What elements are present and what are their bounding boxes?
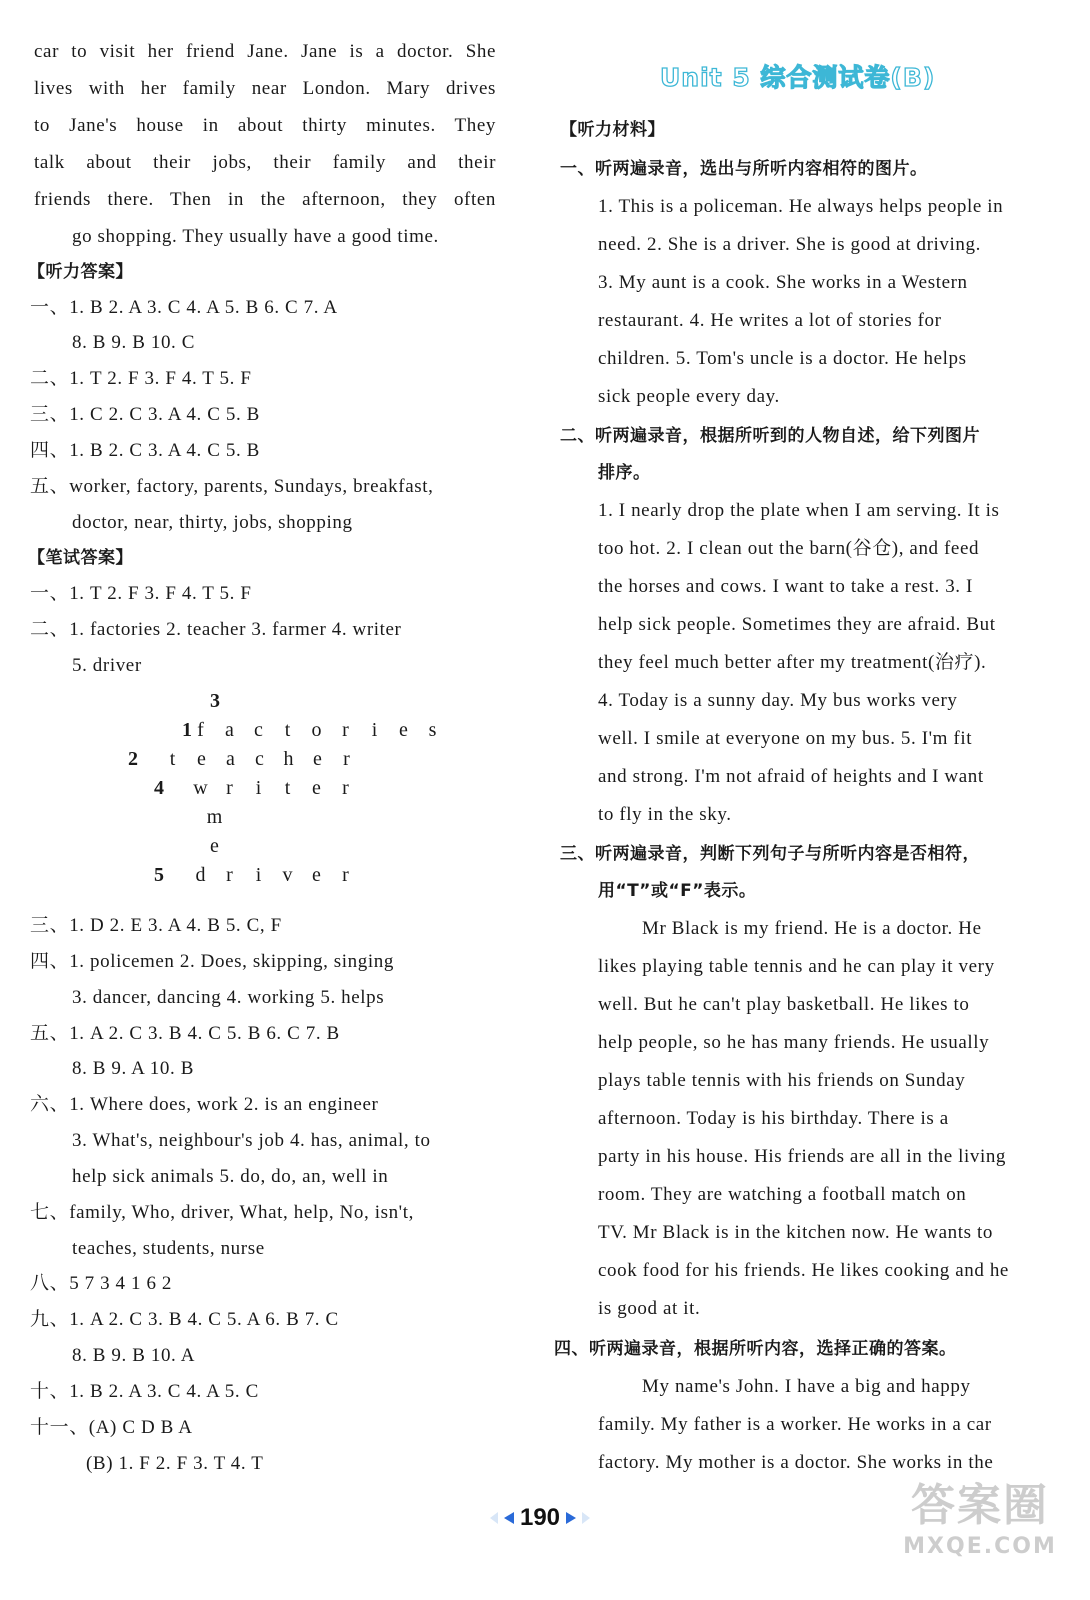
material-line: 1. I nearly drop the plate when I am serving. It is [598, 500, 1000, 521]
written-answers-heading: 【笔试答案】 [28, 548, 133, 568]
page-number-bar [470, 1500, 610, 1536]
answer-line: 5. driver [72, 655, 142, 676]
answer-line: 八、5 7 3 4 1 6 2 [30, 1273, 172, 1294]
answer-line: 三、1. C 2. C 3. A 4. C 5. B [30, 404, 260, 425]
answer-line: teaches, students, nurse [72, 1238, 265, 1259]
material-line: they feel much better after my treatment(治疗). [598, 652, 987, 673]
crossword-letter: i [255, 777, 262, 799]
answer-line: 四、1. B 2. C 3. A 4. C 5. B [30, 440, 260, 461]
material-line: My name's John. I have a big and happy [642, 1376, 971, 1397]
next-decor-icon [582, 1512, 590, 1524]
crossword-letter: r [342, 864, 349, 886]
answer-line: 五、1. A 2. C 3. B 4. C 5. B 6. C 7. B [30, 1023, 340, 1044]
crossword-puzzle [34, 690, 494, 900]
crossword-letter: i [255, 864, 262, 886]
material-line: afternoon. Today is his birthday. There is a [598, 1108, 949, 1129]
material-line: too hot. 2. I clean out the barn(谷仓), and feed [598, 538, 980, 559]
crossword-letter: f [197, 719, 204, 741]
material-line: room. They are watching a football match on [598, 1184, 967, 1205]
crossword-letter: a [226, 748, 235, 770]
material-line: well. I smile at everyone on my bus. 5. I'm fit [598, 728, 973, 749]
crossword-letter: r [342, 777, 349, 799]
crossword-clue-number: 5 [154, 864, 164, 886]
crossword-letter: c [255, 748, 264, 770]
answer-line: 二、1. T 2. F 3. F 4. T 5. F [30, 368, 252, 389]
material-line: plays table tennis with his friends on Sunday [598, 1070, 966, 1091]
crossword-letter: o [311, 719, 322, 741]
crossword-letter: r [342, 719, 349, 741]
section-heading: 四、听两遍录音，根据所听内容，选择正确的答案。 [554, 1339, 957, 1359]
crossword-letter: e [210, 835, 219, 857]
crossword-clue-number: 4 [154, 777, 164, 799]
listening-material-heading: 【听力材料】 [560, 120, 665, 140]
answer-line: 三、1. D 2. E 3. A 4. B 5. C, F [30, 915, 282, 936]
answer-line: doctor, near, thirty, jobs, shopping [72, 512, 353, 533]
crossword-clue-number: 1 [182, 719, 192, 741]
page-number: 190 [519, 1504, 561, 1531]
material-line: factory. My mother is a doctor. She works in the [598, 1452, 994, 1473]
answer-line: (B) 1. F 2. F 3. T 4. T [86, 1453, 264, 1474]
passage-line: lives with her family near London. Mary drives [34, 78, 496, 99]
material-line: well. But he can't play basketball. He likes to [598, 994, 970, 1015]
section-heading-cont: 排序。 [598, 463, 651, 483]
crossword-letter: s [428, 719, 437, 741]
crossword-letter: h [283, 748, 294, 770]
material-line: need. 2. She is a driver. She is good at driving. [598, 234, 981, 255]
material-line: sick people every day. [598, 386, 780, 407]
section-heading: 一、听两遍录音，选出与所听内容相符的图片。 [560, 159, 928, 179]
crossword-letter: c [254, 719, 263, 741]
material-line: children. 5. Tom's uncle is a doctor. He helps [598, 348, 967, 369]
answer-line: 九、1. A 2. C 3. B 4. C 5. A 6. B 7. C [30, 1309, 339, 1330]
material-line: party in his house. His friends are all in the living [598, 1146, 1007, 1167]
crossword-letter: r [343, 748, 350, 770]
arrow-left-icon [504, 1512, 514, 1524]
watermark-top: 答案圈 [911, 1480, 1049, 1531]
answer-line: 十一、(A) C D B A [30, 1417, 193, 1438]
answer-line: 二、1. factories 2. teacher 3. farmer 4. writer [30, 619, 402, 640]
crossword-letter: e [312, 777, 321, 799]
watermark-bottom: MXQE.COM [903, 1534, 1057, 1559]
section-heading: 二、听两遍录音，根据所听到的人物自述，给下列图片 [560, 426, 980, 446]
answer-line: 六、1. Where does, work 2. is an engineer [30, 1094, 379, 1115]
material-line: 3. My aunt is a cook. She works in a Western [598, 272, 968, 293]
crossword-letter: e [312, 864, 321, 886]
material-line: cook food for his friends. He likes cooking and he [598, 1260, 1009, 1281]
listening-answers-heading: 【听力答案】 [28, 262, 133, 282]
material-line: is good at it. [598, 1298, 701, 1319]
passage-line: friends there. Then in the afternoon, they often [34, 189, 496, 210]
answer-line: 一、1. B 2. A 3. C 4. A 5. B 6. C 7. A [30, 297, 338, 318]
crossword-letter: r [226, 777, 233, 799]
crossword-letter: e [313, 748, 322, 770]
answer-line: 8. B 9. B 10. C [72, 332, 196, 353]
material-line: 1. This is a policeman. He always helps people in [598, 196, 1004, 217]
passage-line: to Jane's house in about thirty minutes. They [34, 115, 496, 136]
answer-line: 8. B 9. B 10. A [72, 1345, 196, 1366]
material-line: and strong. I'm not afraid of heights and I want [598, 766, 984, 787]
material-line: restaurant. 4. He writes a lot of stories for [598, 310, 942, 331]
material-line: help people, so he has many friends. He usually [598, 1032, 990, 1053]
answer-line: 七、family, Who, driver, What, help, No, isn't, [30, 1202, 414, 1223]
crossword-letter: w [193, 777, 208, 799]
answer-line: 十、1. B 2. A 3. C 4. A 5. C [30, 1381, 259, 1402]
arrow-right-icon [566, 1512, 576, 1524]
crossword-letter: t [169, 748, 176, 770]
material-line: the horses and cows. I want to take a rest. 3. I [598, 576, 973, 597]
answer-line: 四、1. policemen 2. Does, skipping, singing [30, 951, 394, 972]
material-line: likes playing table tennis and he can play it very [598, 956, 995, 977]
crossword-letter: t [284, 719, 291, 741]
answer-line: 一、1. T 2. F 3. F 4. T 5. F [30, 583, 252, 604]
material-line: Mr Black is my friend. He is a doctor. He [642, 918, 982, 939]
material-line: to fly in the sky. [598, 804, 732, 825]
answer-line: 3. dancer, dancing 4. working 5. helps [72, 987, 385, 1008]
passage-line: talk about their jobs, their family and their [34, 152, 496, 173]
answer-line: 五、worker, factory, parents, Sundays, breakfast, [30, 476, 434, 497]
crossword-letter: m [206, 806, 223, 828]
section-heading: 三、听两遍录音，判断下列句子与所听内容是否相符， [560, 844, 980, 864]
crossword-letter: r [226, 864, 233, 886]
crossword-letter: e [399, 719, 408, 741]
crossword-clue-number: 3 [210, 690, 220, 712]
crossword-clue-number: 2 [128, 748, 138, 770]
prev-decor-icon [490, 1512, 498, 1524]
section-heading-cont: 用“T”或“F”表示。 [598, 881, 757, 901]
material-line: family. My father is a worker. He works in a car [598, 1414, 992, 1435]
crossword-letter: i [371, 719, 378, 741]
crossword-letter: e [197, 748, 206, 770]
passage-line: car to visit her friend Jane. Jane is a doctor. She [34, 41, 496, 62]
answer-line: 8. B 9. A 10. B [72, 1058, 194, 1079]
answer-line: 3. What's, neighbour's job 4. has, animal, to [72, 1130, 431, 1151]
material-line: TV. Mr Black is in the kitchen now. He wants to [598, 1222, 993, 1243]
crossword-letter: d [195, 864, 206, 886]
answer-line: help sick animals 5. do, do, an, well in [72, 1166, 389, 1187]
material-line: 4. Today is a sunny day. My bus works very [598, 690, 958, 711]
crossword-letter: t [284, 777, 291, 799]
crossword-letter: a [225, 719, 234, 741]
passage-line: go shopping. They usually have a good time. [72, 226, 439, 247]
crossword-letter: v [282, 864, 293, 886]
material-line: help sick people. Sometimes they are afraid. But [598, 614, 996, 635]
test-title: Unit 5 综合测试卷(B) [660, 63, 936, 92]
watermark-logo [890, 1478, 1070, 1588]
